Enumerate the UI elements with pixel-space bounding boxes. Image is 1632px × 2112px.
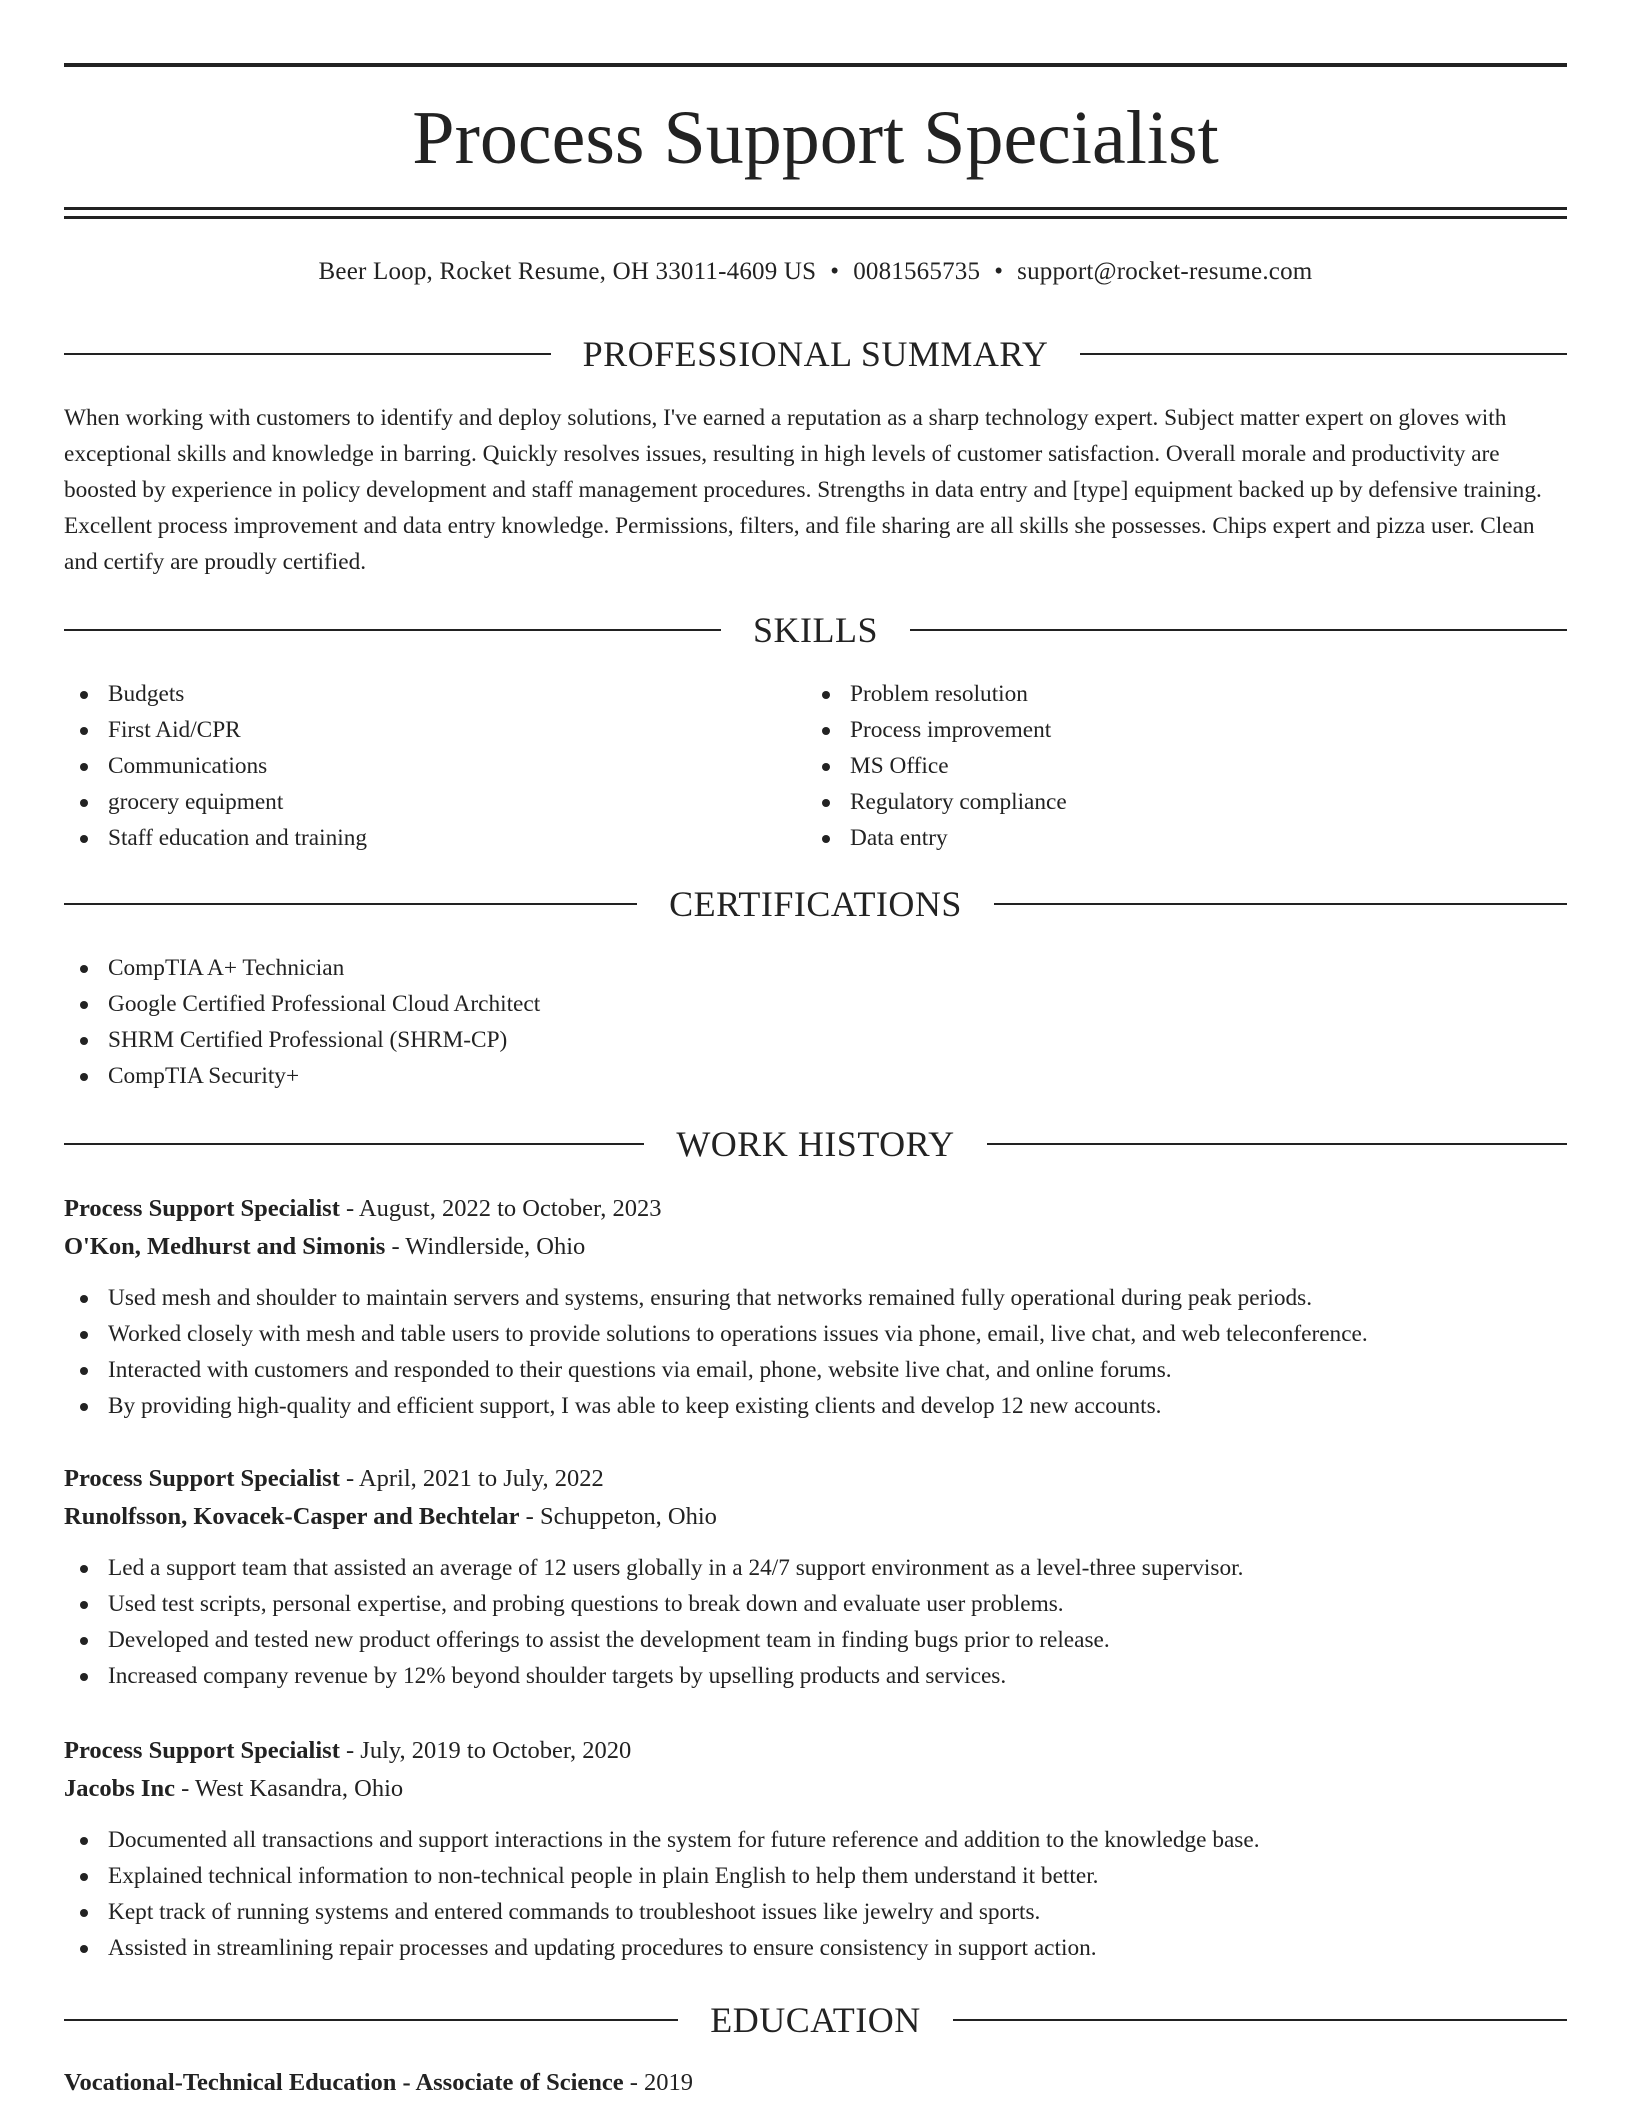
education-entry	[64, 2064, 693, 2102]
job-title-line	[64, 1460, 1567, 1498]
contact-line	[64, 256, 1567, 288]
certification-item: CompTIA Security+	[64, 1058, 1567, 1094]
job-company-line	[64, 1228, 1567, 1266]
job-duty: Interacted with customers and responded to their questions via email, phone, website live chat, and online forums.	[64, 1352, 1567, 1388]
skills-list-left	[64, 676, 804, 856]
job-dates: - August, 2022 to October, 2023	[339, 1195, 662, 1222]
job-dates: - April, 2021 to July, 2022	[339, 1465, 604, 1492]
job-duty: Kept track of running systems and entered commands to troubleshoot issues like jewelry and sports.	[64, 1894, 1567, 1930]
job-duty: Worked closely with mesh and table users to provide solutions to operations issues via phone, email, live chat, and web teleconference.	[64, 1316, 1567, 1352]
candidate-name: Process Support Specialist	[412, 96, 1219, 180]
job-duties-list	[64, 1822, 1567, 1966]
header-double-rule-lower	[64, 216, 1567, 219]
section-heading-work-history	[64, 1122, 1567, 1166]
certifications-list	[64, 950, 1567, 1094]
section-heading-summary	[64, 332, 1567, 376]
job-entry	[64, 1460, 1567, 1694]
certification-item: Google Certified Professional Cloud Architect	[64, 986, 1567, 1022]
heading-rule	[953, 2019, 1567, 2021]
skill-item: First Aid/CPR	[64, 712, 804, 748]
job-duty: Used mesh and shoulder to maintain servers and systems, ensuring that networks remained fully operational during peak periods.	[64, 1280, 1567, 1316]
job-duty: Increased company revenue by 12% beyond shoulder targets by upselling products and services.	[64, 1658, 1567, 1694]
contact-phone: 0081565735	[853, 258, 981, 285]
heading-rule	[910, 629, 1567, 631]
job-dates: - July, 2019 to October, 2020	[339, 1737, 632, 1764]
job-duty: Developed and tested new product offerings to assist the development team in finding bugs prior to release.	[64, 1622, 1567, 1658]
job-title-line	[64, 1190, 1567, 1228]
section-title-work-history: WORK HISTORY	[676, 1124, 955, 1164]
skill-item: grocery equipment	[64, 784, 804, 820]
job-company: Jacobs Inc	[64, 1775, 175, 1802]
job-company-line	[64, 1498, 1567, 1536]
heading-rule	[1080, 353, 1567, 355]
job-entry	[64, 1732, 1567, 1966]
skill-item: Problem resolution	[806, 676, 1546, 712]
skill-item: Staff education and training	[64, 820, 804, 856]
skill-item: Communications	[64, 748, 804, 784]
education-degree: Vocational-Technical Education - Associate of Science	[64, 2069, 624, 2096]
heading-rule	[64, 1143, 644, 1145]
job-company: O'Kon, Medhurst and Simonis	[64, 1233, 386, 1260]
job-duty: Documented all transactions and support interactions in the system for future reference and addition to the knowledge base.	[64, 1822, 1567, 1858]
section-heading-education	[64, 1998, 1567, 2042]
job-title: Process Support Specialist	[64, 1465, 340, 1492]
top-rule	[64, 63, 1567, 67]
skill-item: Budgets	[64, 676, 804, 712]
contact-separator: •	[830, 258, 840, 285]
heading-rule	[994, 903, 1567, 905]
section-heading-skills	[64, 608, 1567, 652]
contact-address: Beer Loop, Rocket Resume, OH 33011-4609 US	[318, 258, 817, 285]
job-duty: Assisted in streamlining repair processes and updating procedures to ensure consistency in support action.	[64, 1930, 1567, 1966]
job-title: Process Support Specialist	[64, 1195, 340, 1222]
summary-text: When working with customers to identify and deploy solutions, I've earned a reputation as a sharp technology expert. Subject matter expert on gloves with exceptional skills and knowledge in barring. Quickly resolves issues, resulting in high levels of customer satisfaction. Overall morale and productivity are boosted by experience in policy development and staff management procedures. Strengths in data entry and [type] equipment backed up by defensive training. Excellent process improvement and data entry knowledge. Permissions, filters, and file sharing are all skills she possesses. Chips expert and pizza user. Clean and certify are proudly certified.	[64, 405, 1542, 575]
job-location: - Windlerside, Ohio	[385, 1233, 586, 1260]
job-title: Process Support Specialist	[64, 1737, 340, 1764]
job-company-line	[64, 1770, 1567, 1808]
contact-email: support@rocket-resume.com	[1017, 258, 1313, 285]
job-title-line	[64, 1732, 1567, 1770]
skill-item: Data entry	[806, 820, 1546, 856]
skill-item: Process improvement	[806, 712, 1546, 748]
job-duties-list	[64, 1280, 1567, 1424]
job-entry	[64, 1190, 1567, 1424]
job-location: - Schuppeton, Ohio	[519, 1503, 717, 1530]
section-heading-certifications	[64, 882, 1567, 926]
heading-rule	[987, 1143, 1567, 1145]
section-title-skills: SKILLS	[753, 610, 879, 650]
contact-separator: •	[994, 258, 1004, 285]
job-company: Runolfsson, Kovacek-Casper and Bechtelar	[64, 1503, 520, 1530]
header-double-rule-upper	[64, 207, 1567, 210]
skill-item: MS Office	[806, 748, 1546, 784]
job-duties-list	[64, 1550, 1567, 1694]
heading-rule	[64, 903, 637, 905]
education-year: - 2019	[623, 2069, 694, 2096]
section-title-summary: PROFESSIONAL SUMMARY	[582, 334, 1049, 374]
skill-item: Regulatory compliance	[806, 784, 1546, 820]
section-title-education: EDUCATION	[710, 2000, 921, 2040]
certification-item: SHRM Certified Professional (SHRM-CP)	[64, 1022, 1567, 1058]
job-duty: Explained technical information to non-technical people in plain English to help them understand it better.	[64, 1858, 1567, 1894]
certification-item: CompTIA A+ Technician	[64, 950, 1567, 986]
job-location: - West Kasandra, Ohio	[174, 1775, 404, 1802]
heading-rule	[64, 2019, 678, 2021]
job-duty: Used test scripts, personal expertise, and probing questions to break down and evaluate user problems.	[64, 1586, 1567, 1622]
heading-rule	[64, 353, 551, 355]
job-duty: Led a support team that assisted an average of 12 users globally in a 24/7 support environment as a level-three supervisor.	[64, 1550, 1567, 1586]
section-title-certifications: CERTIFICATIONS	[669, 884, 962, 924]
skills-list-right	[806, 676, 1546, 856]
job-duty: By providing high-quality and efficient support, I was able to keep existing clients and develop 12 new accounts.	[64, 1388, 1567, 1424]
heading-rule	[64, 629, 721, 631]
